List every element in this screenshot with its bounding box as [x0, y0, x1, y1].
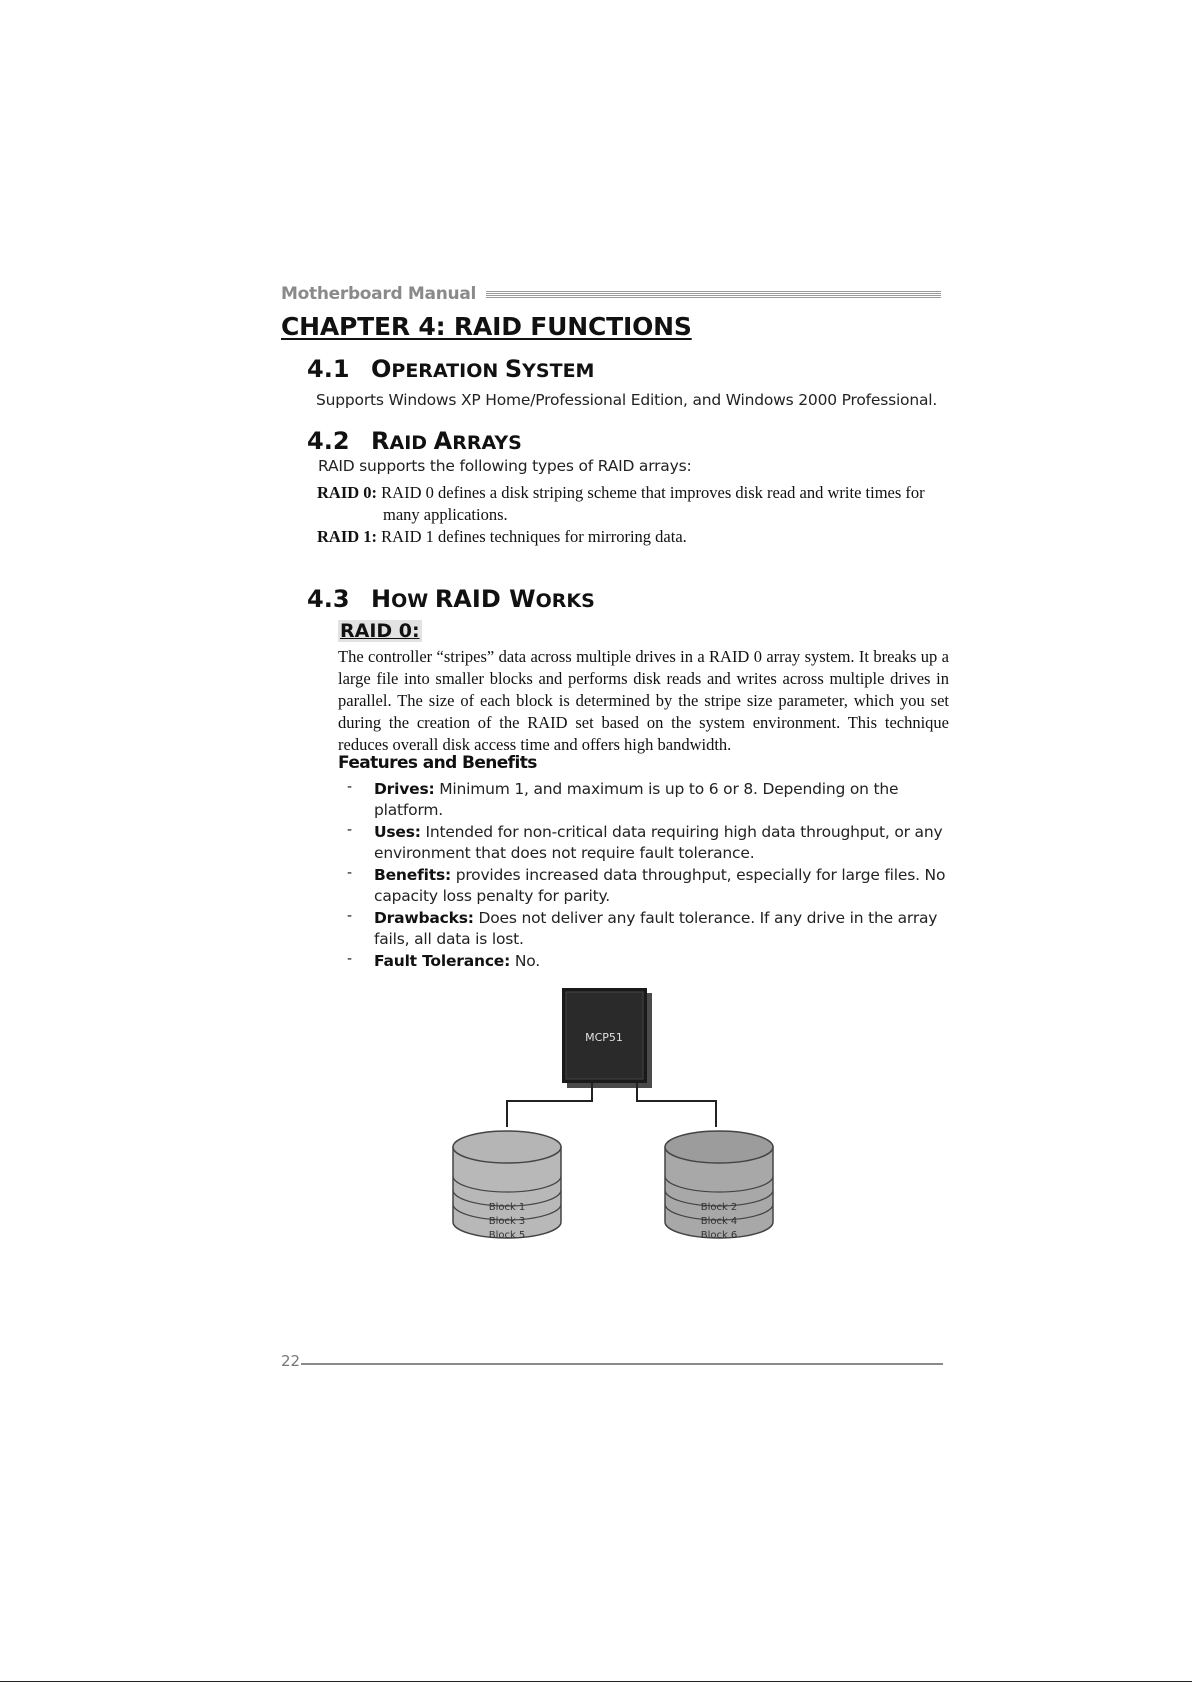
section-number: 4.3: [307, 585, 350, 613]
controller-chip: [562, 988, 652, 1088]
section-title-part: ORKS: [535, 590, 595, 612]
raid-types-intro: RAID supports the following types of RAID arrays:: [318, 457, 692, 475]
bullet-text: Minimum 1, and maximum is up to 6 or 8. Depending on the platform.: [374, 780, 899, 819]
bullet-dash: -: [347, 865, 353, 881]
bullet-dash: -: [347, 908, 353, 924]
section-4-3-heading: [307, 585, 595, 613]
section-title-part: AID: [389, 432, 434, 454]
section-title-part: H: [371, 585, 392, 613]
bullet-dash: -: [347, 822, 353, 838]
block-label: Block 5: [488, 1230, 526, 1241]
raid0-label: RAID 0:: [317, 483, 378, 502]
section-title-part: A: [433, 427, 453, 455]
bullet-text: No.: [510, 952, 540, 970]
bullet-dash: -: [347, 779, 353, 795]
running-header-title: Motherboard Manual: [281, 284, 477, 304]
bullet-label: Uses:: [374, 823, 421, 841]
block-label: Block 6: [700, 1230, 738, 1241]
section-title-part: RRAYS: [452, 432, 522, 454]
raid0-text: RAID 0 defines a disk striping scheme that improves disk read and write times for: [381, 483, 925, 502]
section-number: 4.2: [307, 427, 350, 455]
section-title-part: OW: [391, 590, 435, 612]
block-label: Block 1: [488, 1202, 526, 1213]
chapter-title: CHAPTER 4: RAID FUNCTIONS: [281, 312, 692, 341]
disk-right: [665, 1131, 773, 1241]
section-4-1-body: Supports Windows XP Home/Professional Edition, and Windows 2000 Professional.: [316, 391, 938, 409]
section-title-part: PERATION: [391, 360, 505, 382]
section-title-part: W: [509, 585, 536, 613]
bullet-text: Does not deliver any fault tolerance. If any drive in the array fails, all data is lost.: [374, 909, 938, 948]
bullet-text: provides increased data throughput, especially for large files. No capacity loss penalty for parity.: [374, 866, 946, 905]
features-heading: Features and Benefits: [338, 753, 537, 773]
section-4-1-heading: [307, 355, 594, 383]
controller-label: MCP51: [585, 1031, 623, 1044]
section-title-part: S: [504, 355, 523, 383]
block-label: Block 4: [700, 1216, 738, 1227]
raid0-diagram: [440, 985, 780, 1260]
raid1-label: RAID 1:: [317, 527, 378, 546]
raid1-definition: [317, 527, 687, 547]
disk-left: [453, 1131, 561, 1241]
section-4-2-heading: [307, 427, 522, 455]
section-title-part: YSTEM: [522, 360, 595, 382]
section-number: 4.1: [307, 355, 350, 383]
bullet-label: Benefits:: [374, 866, 451, 884]
running-header: [281, 284, 941, 306]
raid0-description: The controller “stripes” data across multiple drives in a RAID 0 array system. It breaks up a large file into smaller blocks and performs disk reads and writes across multiple drives in parallel. The size of each block is determined by the stripe size parameter, which you set during the creation of the RAID set based on the system environment. This technique reduces overall disk access time and offers high bandwidth.: [338, 647, 949, 754]
raid0-definition-cont: many applications.: [383, 505, 508, 524]
raid0-definition: [317, 483, 925, 503]
bullet-label: Fault Tolerance:: [374, 952, 511, 970]
raid0-subheading: RAID 0:: [340, 620, 420, 642]
header-rule: [486, 291, 941, 298]
section-title-part: R: [371, 427, 390, 455]
bullet-label: Drives:: [374, 780, 435, 798]
bullet-dash: -: [347, 951, 353, 967]
raid1-text: RAID 1 defines techniques for mirroring data.: [381, 527, 687, 546]
bullet-label: Drawbacks:: [374, 909, 474, 927]
section-title-part: RAID: [434, 585, 510, 613]
page-number: 22: [281, 1352, 301, 1370]
block-label: Block 3: [488, 1216, 526, 1227]
footer-rule: [301, 1363, 943, 1365]
bullet-text: Intended for non-critical data requiring high data throughput, or any environment that does not require fault tolerance.: [374, 823, 943, 862]
page-footer: [281, 1352, 943, 1374]
connector-lines: [507, 1083, 716, 1127]
page-bottom-edge: [0, 1681, 1192, 1682]
section-title-part: O: [371, 355, 392, 383]
block-label: Block 2: [700, 1202, 738, 1213]
